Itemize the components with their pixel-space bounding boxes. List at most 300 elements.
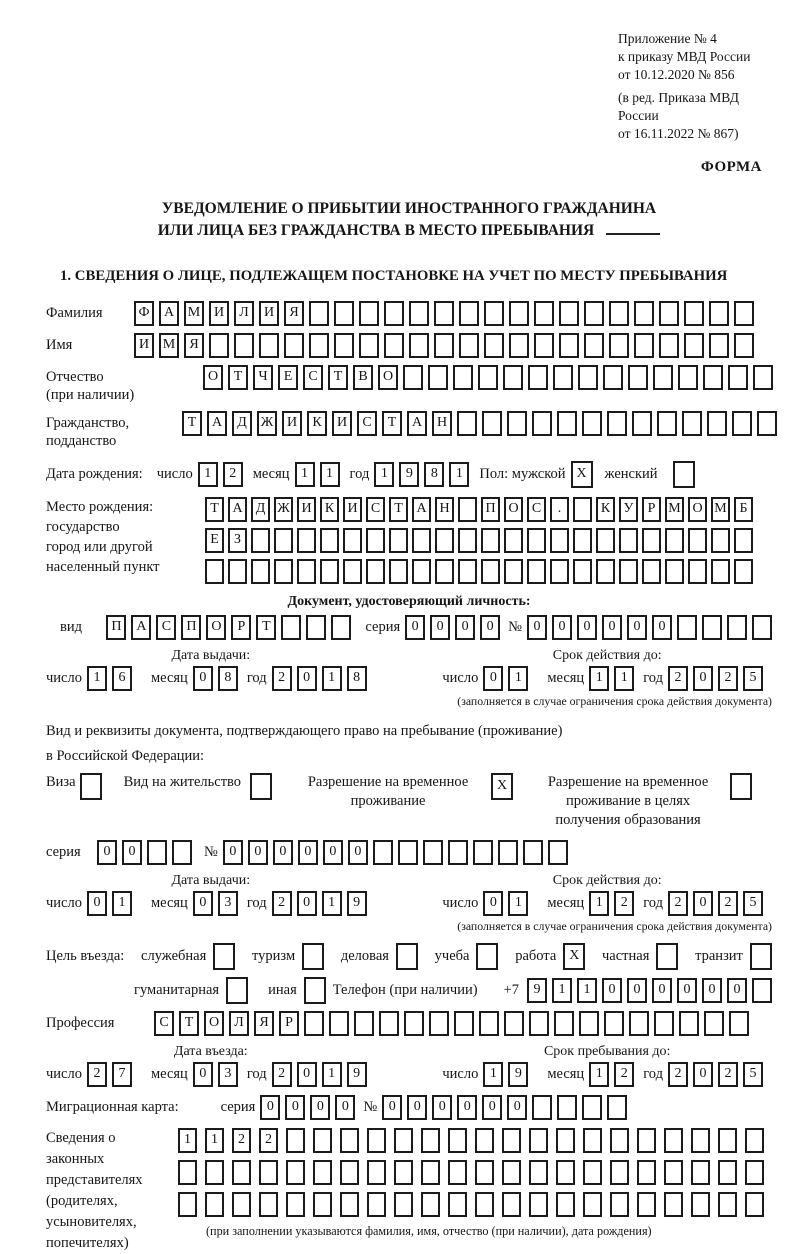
char-cell[interactable]: 1: [295, 462, 315, 487]
char-cell[interactable]: И: [209, 301, 229, 326]
char-cell[interactable]: [556, 1160, 575, 1185]
char-cell[interactable]: [582, 411, 602, 436]
char-cell[interactable]: [745, 1192, 764, 1217]
char-cell[interactable]: [659, 333, 679, 358]
char-cell[interactable]: 8: [218, 666, 238, 691]
char-cell[interactable]: 0: [285, 1095, 305, 1120]
char-cell[interactable]: [503, 365, 523, 390]
char-cell[interactable]: [579, 1011, 599, 1036]
char-cell[interactable]: [637, 1192, 656, 1217]
char-cell[interactable]: [732, 411, 752, 436]
char-cell[interactable]: [394, 1160, 413, 1185]
char-cell[interactable]: [286, 1128, 305, 1153]
char-cell[interactable]: 0: [323, 840, 343, 865]
char-cell[interactable]: Я: [184, 333, 204, 358]
char-cell[interactable]: 0: [297, 891, 317, 916]
char-cell[interactable]: [703, 365, 723, 390]
char-cell[interactable]: [711, 559, 730, 584]
char-cell[interactable]: [529, 1011, 549, 1036]
char-cell[interactable]: [313, 1192, 332, 1217]
char-cell[interactable]: [209, 333, 229, 358]
char-cell[interactable]: [367, 1192, 386, 1217]
char-cell[interactable]: [484, 301, 504, 326]
char-cell[interactable]: К: [596, 497, 615, 522]
char-cell[interactable]: [389, 559, 408, 584]
char-cell[interactable]: [367, 1128, 386, 1153]
char-cell[interactable]: [453, 365, 473, 390]
char-cell[interactable]: [752, 615, 772, 640]
char-cell[interactable]: [532, 1095, 552, 1120]
tourism-checkbox[interactable]: [302, 943, 324, 970]
char-cell[interactable]: 0: [273, 840, 293, 865]
char-cell[interactable]: [507, 411, 527, 436]
char-cell[interactable]: 1: [614, 666, 634, 691]
char-cell[interactable]: [147, 840, 167, 865]
char-cell[interactable]: И: [259, 301, 279, 326]
char-cell[interactable]: 0: [693, 891, 713, 916]
char-cell[interactable]: О: [378, 365, 398, 390]
male-checkbox[interactable]: X: [571, 461, 593, 488]
char-cell[interactable]: [554, 1011, 574, 1036]
char-cell[interactable]: [642, 559, 661, 584]
char-cell[interactable]: [704, 1011, 724, 1036]
char-cell[interactable]: [178, 1192, 197, 1217]
char-cell[interactable]: [373, 840, 393, 865]
private-checkbox[interactable]: [656, 943, 678, 970]
char-cell[interactable]: [234, 333, 254, 358]
char-cell[interactable]: И: [134, 333, 154, 358]
char-cell[interactable]: 0: [248, 840, 268, 865]
visa-checkbox[interactable]: [80, 773, 102, 800]
char-cell[interactable]: [583, 1128, 602, 1153]
char-cell[interactable]: [428, 365, 448, 390]
char-cell[interactable]: [423, 840, 443, 865]
char-cell[interactable]: 7: [112, 1062, 132, 1087]
char-cell[interactable]: 1: [483, 1062, 503, 1087]
char-cell[interactable]: [664, 1128, 683, 1153]
char-cell[interactable]: С: [156, 615, 176, 640]
temp-residence-checkbox[interactable]: X: [491, 773, 513, 800]
char-cell[interactable]: [458, 528, 477, 553]
char-cell[interactable]: [688, 559, 707, 584]
char-cell[interactable]: 1: [508, 891, 528, 916]
char-cell[interactable]: [534, 301, 554, 326]
char-cell[interactable]: 1: [205, 1128, 224, 1153]
char-cell[interactable]: [583, 1192, 602, 1217]
char-cell[interactable]: М: [184, 301, 204, 326]
char-cell[interactable]: [343, 528, 362, 553]
char-cell[interactable]: [753, 365, 773, 390]
char-cell[interactable]: 0: [482, 1095, 502, 1120]
char-cell[interactable]: [479, 1011, 499, 1036]
char-cell[interactable]: [504, 528, 523, 553]
char-cell[interactable]: Т: [228, 365, 248, 390]
char-cell[interactable]: 2: [718, 1062, 738, 1087]
char-cell[interactable]: [205, 559, 224, 584]
char-cell[interactable]: [619, 528, 638, 553]
char-cell[interactable]: [691, 1128, 710, 1153]
char-cell[interactable]: 0: [348, 840, 368, 865]
char-cell[interactable]: [665, 559, 684, 584]
char-cell[interactable]: 1: [508, 666, 528, 691]
char-cell[interactable]: [653, 365, 673, 390]
char-cell[interactable]: Т: [205, 497, 224, 522]
char-cell[interactable]: 0: [455, 615, 475, 640]
char-cell[interactable]: [251, 559, 270, 584]
char-cell[interactable]: [604, 1011, 624, 1036]
char-cell[interactable]: М: [711, 497, 730, 522]
char-cell[interactable]: [354, 1011, 374, 1036]
char-cell[interactable]: [584, 333, 604, 358]
char-cell[interactable]: [412, 559, 431, 584]
char-cell[interactable]: [610, 1160, 629, 1185]
char-cell[interactable]: [504, 559, 523, 584]
char-cell[interactable]: [691, 1160, 710, 1185]
char-cell[interactable]: [679, 1011, 699, 1036]
char-cell[interactable]: 0: [193, 666, 213, 691]
char-cell[interactable]: 1: [374, 462, 394, 487]
char-cell[interactable]: 1: [589, 1062, 609, 1087]
char-cell[interactable]: 0: [727, 978, 747, 1003]
char-cell[interactable]: 0: [652, 615, 672, 640]
char-cell[interactable]: 0: [693, 666, 713, 691]
char-cell[interactable]: 0: [627, 615, 647, 640]
char-cell[interactable]: [573, 497, 592, 522]
char-cell[interactable]: [334, 333, 354, 358]
char-cell[interactable]: [573, 528, 592, 553]
char-cell[interactable]: 1: [577, 978, 597, 1003]
char-cell[interactable]: С: [366, 497, 385, 522]
char-cell[interactable]: 2: [272, 891, 292, 916]
char-cell[interactable]: [343, 559, 362, 584]
char-cell[interactable]: [481, 559, 500, 584]
char-cell[interactable]: [281, 615, 301, 640]
char-cell[interactable]: [504, 1011, 524, 1036]
char-cell[interactable]: [340, 1128, 359, 1153]
char-cell[interactable]: [329, 1011, 349, 1036]
char-cell[interactable]: [435, 559, 454, 584]
char-cell[interactable]: [752, 978, 772, 1003]
char-cell[interactable]: [379, 1011, 399, 1036]
char-cell[interactable]: 2: [718, 891, 738, 916]
char-cell[interactable]: С: [357, 411, 377, 436]
char-cell[interactable]: Я: [254, 1011, 274, 1036]
char-cell[interactable]: [557, 411, 577, 436]
char-cell[interactable]: [523, 840, 543, 865]
char-cell[interactable]: [734, 301, 754, 326]
char-cell[interactable]: [642, 528, 661, 553]
char-cell[interactable]: 0: [677, 978, 697, 1003]
char-cell[interactable]: 9: [508, 1062, 528, 1087]
residence-permit-checkbox[interactable]: [250, 773, 272, 800]
char-cell[interactable]: 3: [218, 891, 238, 916]
char-cell[interactable]: [458, 559, 477, 584]
char-cell[interactable]: [603, 365, 623, 390]
char-cell[interactable]: [232, 1160, 251, 1185]
char-cell[interactable]: Р: [642, 497, 661, 522]
char-cell[interactable]: [596, 528, 615, 553]
char-cell[interactable]: .: [550, 497, 569, 522]
char-cell[interactable]: И: [297, 497, 316, 522]
char-cell[interactable]: Р: [231, 615, 251, 640]
char-cell[interactable]: [205, 1192, 224, 1217]
char-cell[interactable]: [727, 615, 747, 640]
char-cell[interactable]: А: [159, 301, 179, 326]
char-cell[interactable]: 1: [589, 666, 609, 691]
char-cell[interactable]: [475, 1160, 494, 1185]
char-cell[interactable]: 0: [405, 615, 425, 640]
char-cell[interactable]: [398, 840, 418, 865]
char-cell[interactable]: 1: [198, 462, 218, 487]
char-cell[interactable]: [745, 1128, 764, 1153]
char-cell[interactable]: С: [154, 1011, 174, 1036]
char-cell[interactable]: 6: [112, 666, 132, 691]
char-cell[interactable]: [757, 411, 777, 436]
char-cell[interactable]: [320, 528, 339, 553]
char-cell[interactable]: З: [228, 528, 247, 553]
char-cell[interactable]: [448, 840, 468, 865]
char-cell[interactable]: [637, 1160, 656, 1185]
char-cell[interactable]: [728, 365, 748, 390]
char-cell[interactable]: [583, 1160, 602, 1185]
char-cell[interactable]: [334, 301, 354, 326]
char-cell[interactable]: 0: [335, 1095, 355, 1120]
char-cell[interactable]: [286, 1160, 305, 1185]
char-cell[interactable]: [573, 559, 592, 584]
char-cell[interactable]: [251, 528, 270, 553]
char-cell[interactable]: [550, 559, 569, 584]
char-cell[interactable]: [502, 1192, 521, 1217]
char-cell[interactable]: О: [688, 497, 707, 522]
char-cell[interactable]: 0: [407, 1095, 427, 1120]
char-cell[interactable]: [475, 1128, 494, 1153]
char-cell[interactable]: [665, 528, 684, 553]
char-cell[interactable]: 9: [347, 1062, 367, 1087]
char-cell[interactable]: Ж: [274, 497, 293, 522]
char-cell[interactable]: 2: [232, 1128, 251, 1153]
char-cell[interactable]: [297, 559, 316, 584]
char-cell[interactable]: 0: [483, 891, 503, 916]
char-cell[interactable]: [559, 333, 579, 358]
char-cell[interactable]: [367, 1160, 386, 1185]
char-cell[interactable]: 2: [259, 1128, 278, 1153]
char-cell[interactable]: 2: [87, 1062, 107, 1087]
char-cell[interactable]: О: [203, 365, 223, 390]
char-cell[interactable]: [702, 615, 722, 640]
char-cell[interactable]: [232, 1192, 251, 1217]
char-cell[interactable]: [366, 559, 385, 584]
char-cell[interactable]: [664, 1192, 683, 1217]
char-cell[interactable]: [448, 1160, 467, 1185]
char-cell[interactable]: [228, 559, 247, 584]
char-cell[interactable]: [259, 1160, 278, 1185]
char-cell[interactable]: [434, 301, 454, 326]
char-cell[interactable]: [313, 1128, 332, 1153]
char-cell[interactable]: [637, 1128, 656, 1153]
char-cell[interactable]: [394, 1192, 413, 1217]
char-cell[interactable]: [718, 1192, 737, 1217]
char-cell[interactable]: А: [412, 497, 431, 522]
char-cell[interactable]: [384, 301, 404, 326]
char-cell[interactable]: [556, 1192, 575, 1217]
char-cell[interactable]: 0: [693, 1062, 713, 1087]
char-cell[interactable]: 9: [347, 891, 367, 916]
char-cell[interactable]: К: [307, 411, 327, 436]
char-cell[interactable]: [529, 1192, 548, 1217]
char-cell[interactable]: [412, 528, 431, 553]
char-cell[interactable]: 1: [87, 666, 107, 691]
char-cell[interactable]: 0: [480, 615, 500, 640]
char-cell[interactable]: [634, 333, 654, 358]
char-cell[interactable]: 1: [178, 1128, 197, 1153]
char-cell[interactable]: [482, 411, 502, 436]
char-cell[interactable]: [509, 301, 529, 326]
char-cell[interactable]: О: [204, 1011, 224, 1036]
char-cell[interactable]: Л: [234, 301, 254, 326]
char-cell[interactable]: [684, 301, 704, 326]
char-cell[interactable]: [619, 559, 638, 584]
char-cell[interactable]: [688, 528, 707, 553]
humanitarian-checkbox[interactable]: [226, 977, 248, 1004]
char-cell[interactable]: 0: [457, 1095, 477, 1120]
char-cell[interactable]: Я: [284, 301, 304, 326]
char-cell[interactable]: [582, 1095, 602, 1120]
char-cell[interactable]: [553, 365, 573, 390]
char-cell[interactable]: Ч: [253, 365, 273, 390]
char-cell[interactable]: [691, 1192, 710, 1217]
char-cell[interactable]: [421, 1128, 440, 1153]
char-cell[interactable]: [259, 1192, 278, 1217]
char-cell[interactable]: [610, 1128, 629, 1153]
char-cell[interactable]: [475, 1192, 494, 1217]
char-cell[interactable]: 5: [743, 891, 763, 916]
char-cell[interactable]: [172, 840, 192, 865]
char-cell[interactable]: [459, 333, 479, 358]
char-cell[interactable]: 1: [322, 1062, 342, 1087]
char-cell[interactable]: [340, 1160, 359, 1185]
char-cell[interactable]: [556, 1128, 575, 1153]
char-cell[interactable]: 1: [320, 462, 340, 487]
char-cell[interactable]: 3: [218, 1062, 238, 1087]
char-cell[interactable]: 2: [614, 1062, 634, 1087]
char-cell[interactable]: [259, 333, 279, 358]
char-cell[interactable]: [274, 559, 293, 584]
char-cell[interactable]: [584, 301, 604, 326]
char-cell[interactable]: [502, 1128, 521, 1153]
char-cell[interactable]: 0: [193, 1062, 213, 1087]
char-cell[interactable]: А: [131, 615, 151, 640]
char-cell[interactable]: Б: [734, 497, 753, 522]
char-cell[interactable]: [596, 559, 615, 584]
char-cell[interactable]: Д: [251, 497, 270, 522]
char-cell[interactable]: Н: [432, 411, 452, 436]
char-cell[interactable]: 2: [668, 666, 688, 691]
char-cell[interactable]: [734, 333, 754, 358]
char-cell[interactable]: Ф: [134, 301, 154, 326]
char-cell[interactable]: 0: [97, 840, 117, 865]
char-cell[interactable]: 0: [193, 891, 213, 916]
business-checkbox[interactable]: [396, 943, 418, 970]
char-cell[interactable]: [578, 365, 598, 390]
char-cell[interactable]: [550, 528, 569, 553]
char-cell[interactable]: 8: [347, 666, 367, 691]
char-cell[interactable]: С: [303, 365, 323, 390]
char-cell[interactable]: [628, 365, 648, 390]
char-cell[interactable]: [548, 840, 568, 865]
char-cell[interactable]: [528, 365, 548, 390]
char-cell[interactable]: Л: [229, 1011, 249, 1036]
char-cell[interactable]: [529, 1160, 548, 1185]
char-cell[interactable]: [718, 1128, 737, 1153]
char-cell[interactable]: М: [159, 333, 179, 358]
char-cell[interactable]: О: [206, 615, 226, 640]
char-cell[interactable]: 1: [552, 978, 572, 1003]
char-cell[interactable]: [498, 840, 518, 865]
char-cell[interactable]: [484, 333, 504, 358]
char-cell[interactable]: 0: [507, 1095, 527, 1120]
char-cell[interactable]: [403, 365, 423, 390]
char-cell[interactable]: 0: [297, 1062, 317, 1087]
study-checkbox[interactable]: [476, 943, 498, 970]
char-cell[interactable]: 0: [87, 891, 107, 916]
char-cell[interactable]: И: [282, 411, 302, 436]
char-cell[interactable]: [366, 528, 385, 553]
char-cell[interactable]: 9: [399, 462, 419, 487]
char-cell[interactable]: [659, 301, 679, 326]
char-cell[interactable]: [677, 615, 697, 640]
char-cell[interactable]: [734, 528, 753, 553]
char-cell[interactable]: 9: [527, 978, 547, 1003]
char-cell[interactable]: [297, 528, 316, 553]
char-cell[interactable]: Т: [182, 411, 202, 436]
char-cell[interactable]: [718, 1160, 737, 1185]
char-cell[interactable]: О: [504, 497, 523, 522]
char-cell[interactable]: П: [106, 615, 126, 640]
char-cell[interactable]: 2: [272, 666, 292, 691]
char-cell[interactable]: Ж: [257, 411, 277, 436]
char-cell[interactable]: 5: [743, 666, 763, 691]
char-cell[interactable]: [454, 1011, 474, 1036]
char-cell[interactable]: 0: [223, 840, 243, 865]
char-cell[interactable]: [340, 1192, 359, 1217]
char-cell[interactable]: 1: [589, 891, 609, 916]
char-cell[interactable]: [559, 301, 579, 326]
char-cell[interactable]: [607, 1095, 627, 1120]
char-cell[interactable]: 1: [322, 666, 342, 691]
char-cell[interactable]: [711, 528, 730, 553]
char-cell[interactable]: [527, 559, 546, 584]
char-cell[interactable]: У: [619, 497, 638, 522]
char-cell[interactable]: 0: [627, 978, 647, 1003]
char-cell[interactable]: Т: [256, 615, 276, 640]
char-cell[interactable]: 0: [260, 1095, 280, 1120]
char-cell[interactable]: И: [343, 497, 362, 522]
char-cell[interactable]: [502, 1160, 521, 1185]
char-cell[interactable]: [657, 411, 677, 436]
char-cell[interactable]: [684, 333, 704, 358]
char-cell[interactable]: [629, 1011, 649, 1036]
char-cell[interactable]: 2: [718, 666, 738, 691]
char-cell[interactable]: [609, 333, 629, 358]
char-cell[interactable]: 0: [432, 1095, 452, 1120]
official-checkbox[interactable]: [213, 943, 235, 970]
char-cell[interactable]: М: [665, 497, 684, 522]
char-cell[interactable]: [654, 1011, 674, 1036]
char-cell[interactable]: Т: [389, 497, 408, 522]
char-cell[interactable]: [313, 1160, 332, 1185]
char-cell[interactable]: [359, 333, 379, 358]
char-cell[interactable]: 2: [614, 891, 634, 916]
